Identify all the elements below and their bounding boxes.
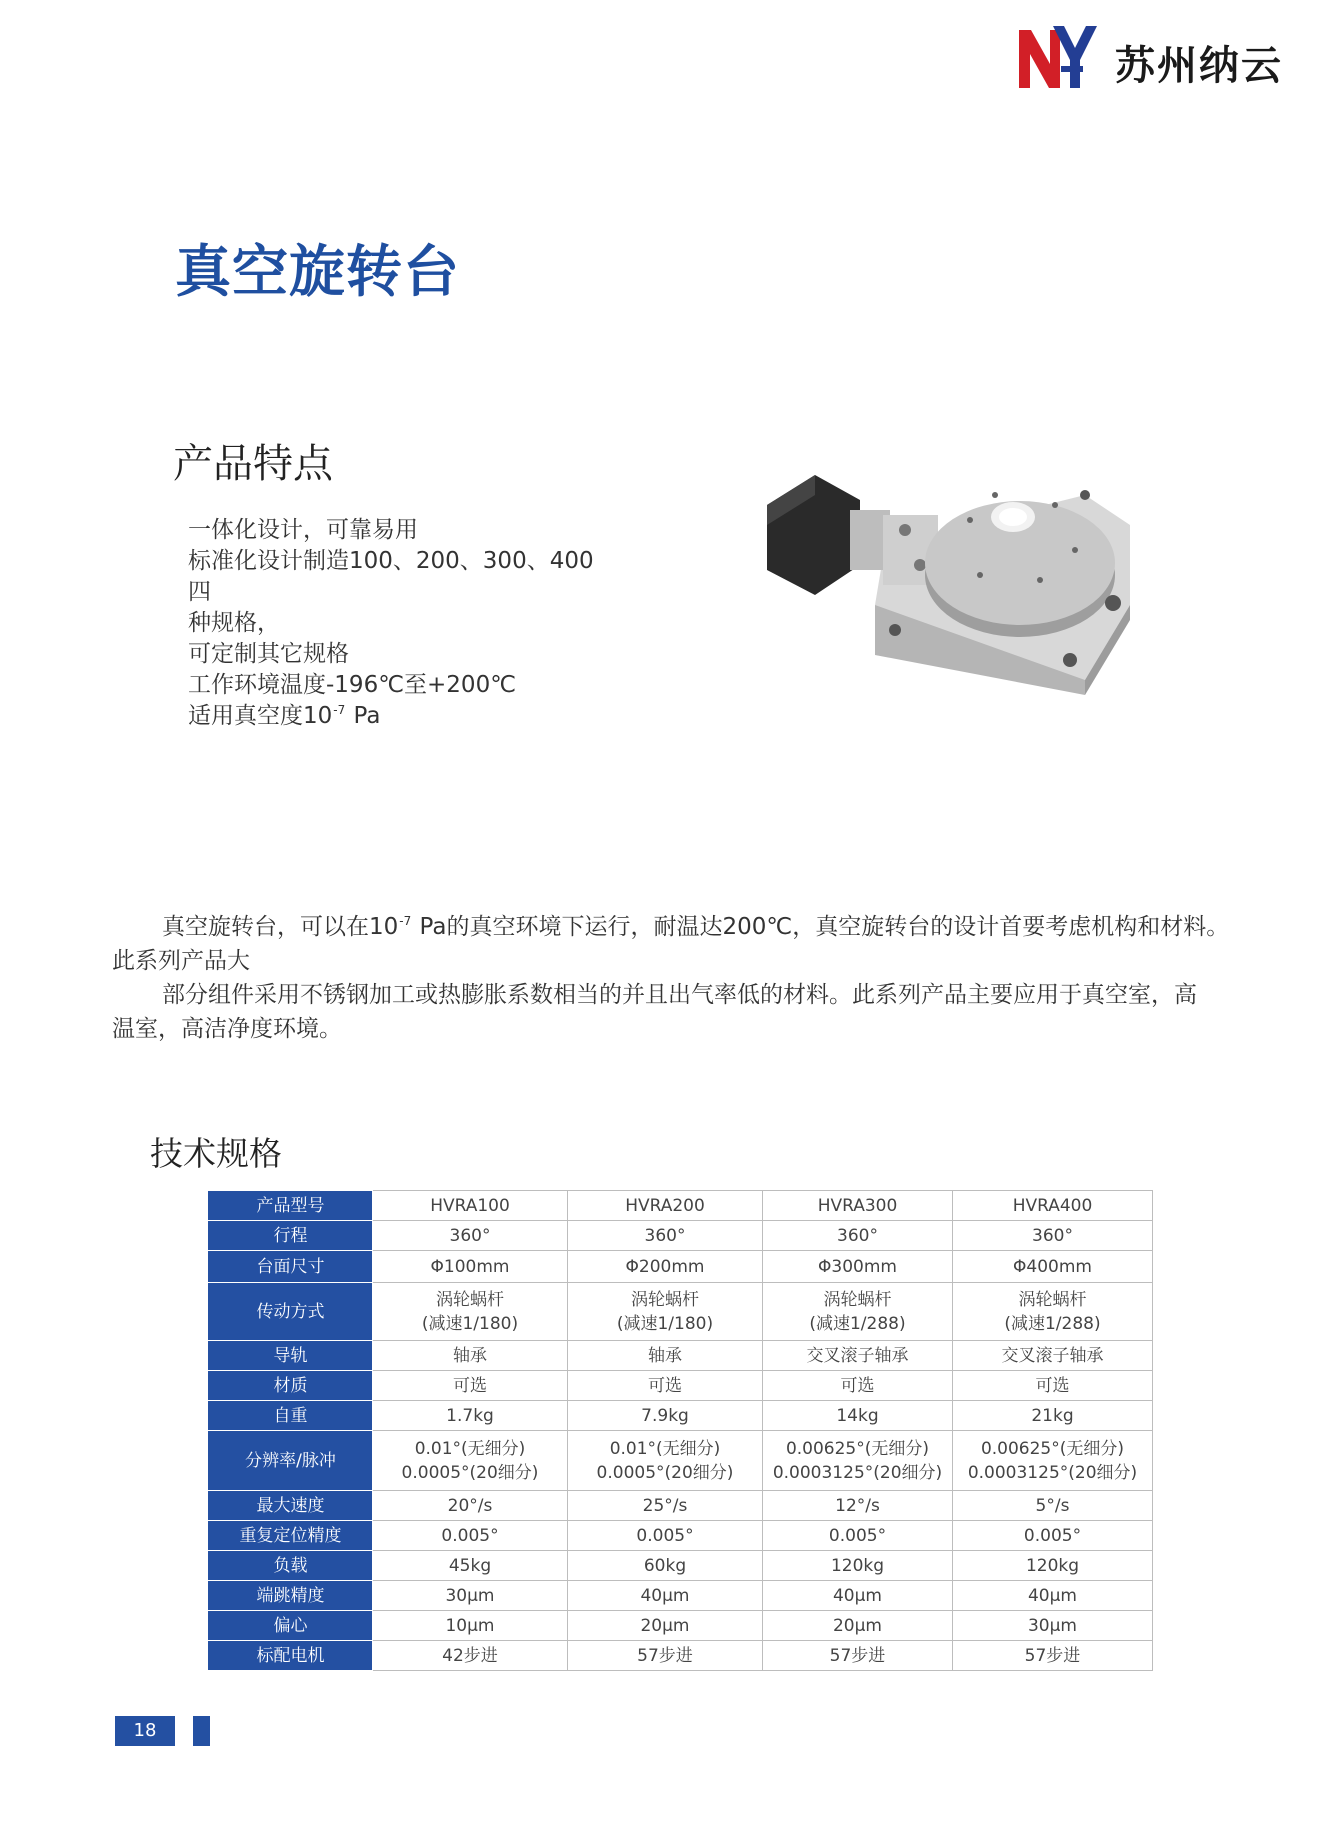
spec-cell: 40μm [953, 1581, 1153, 1611]
spec-row-label: 标配电机 [209, 1641, 373, 1671]
features-list [188, 515, 608, 732]
spec-cell: 42步进 [373, 1641, 568, 1671]
spec-cell: 涡轮蜗杆 (减速1/180) [373, 1283, 568, 1341]
spec-cell: 360° [373, 1221, 568, 1251]
spec-cell: 可选 [763, 1371, 953, 1401]
feature-item: 种规格， [188, 610, 280, 636]
spec-row [209, 1341, 1153, 1371]
spec-row [209, 1611, 1153, 1641]
feature-item: 适用真空度$10^{-7}$ Pa [188, 703, 381, 729]
feature-item: 可定制其它规格 [188, 641, 349, 667]
spec-cell: 360° [568, 1221, 763, 1251]
spec-row-label: 导轨 [209, 1341, 373, 1371]
spec-row [209, 1521, 1153, 1551]
spec-cell: Φ200mm [568, 1251, 763, 1283]
spec-cell: HVRA200 [568, 1191, 763, 1221]
spec-cell: HVRA100 [373, 1191, 568, 1221]
spec-cell: 涡轮蜗杆 (减速1/180) [568, 1283, 763, 1341]
ny-logo-icon [1017, 22, 1097, 92]
spec-cell: Φ100mm [373, 1251, 568, 1283]
feature-item: 一体化设计，可靠易用 [188, 517, 418, 543]
description-line: 真空旋转台，可以在$10^{-7}$ Pa的真空环境下运行，耐温达200℃，真空旋转台的设计首要考虑机构和材料。 [162, 914, 1230, 940]
page-number: 18 [115, 1716, 175, 1746]
page-title: 真空旋转台 [175, 240, 460, 305]
spec-cell: 45kg [373, 1551, 568, 1581]
spec-row-label: 传动方式 [209, 1283, 373, 1341]
spec-cell: 360° [953, 1221, 1153, 1251]
spec-cell: 25°/s [568, 1491, 763, 1521]
spec-cell: 涡轮蜗杆 (减速1/288) [763, 1283, 953, 1341]
spec-cell: 0.01°(无细分) 0.0005°(20细分) [373, 1431, 568, 1491]
description-line: 温室，高洁净度环境。 [112, 1016, 342, 1042]
spec-cell: 21kg [953, 1401, 1153, 1431]
spec-cell: 14kg [763, 1401, 953, 1431]
features-heading: 产品特点 [173, 441, 333, 487]
spec-cell: 1.7kg [373, 1401, 568, 1431]
spec-cell: 5°/s [953, 1491, 1153, 1521]
spec-cell: 20°/s [373, 1491, 568, 1521]
spec-cell: 轴承 [568, 1341, 763, 1371]
spec-cell: 60kg [568, 1551, 763, 1581]
spec-heading: 技术规格 [150, 1134, 282, 1173]
description-line: 此系列产品大 [112, 948, 250, 974]
spec-cell: 0.005° [373, 1521, 568, 1551]
feature-item: 工作环境温度-196℃至+200℃ [188, 672, 517, 698]
spec-row [209, 1251, 1153, 1283]
spec-cell: 交叉滚子轴承 [763, 1341, 953, 1371]
spec-cell: 57步进 [568, 1641, 763, 1671]
spec-cell: 交叉滚子轴承 [953, 1341, 1153, 1371]
spec-row [209, 1191, 1153, 1221]
spec-cell: 57步进 [763, 1641, 953, 1671]
spec-cell: 20μm [568, 1611, 763, 1641]
vacuum-rotary-stage-image [755, 455, 1140, 695]
spec-row [209, 1431, 1153, 1491]
spec-row-label: 负载 [209, 1551, 373, 1581]
spec-row-label: 材质 [209, 1371, 373, 1401]
spec-cell: 40μm [763, 1581, 953, 1611]
spec-row-label: 台面尺寸 [209, 1251, 373, 1283]
spec-cell: 0.005° [953, 1521, 1153, 1551]
feature-item: 标准化设计制造100、200、300、400四 [188, 548, 594, 605]
spec-cell: Φ300mm [763, 1251, 953, 1283]
spec-cell: 0.005° [568, 1521, 763, 1551]
spec-row-label: 最大速度 [209, 1491, 373, 1521]
spec-cell: 40μm [568, 1581, 763, 1611]
spec-row [209, 1581, 1153, 1611]
spec-row [209, 1283, 1153, 1341]
spec-table [208, 1190, 1153, 1671]
spec-cell: 120kg [763, 1551, 953, 1581]
description-line: 部分组件采用不锈钢加工或热膨胀系数相当的并且出气率低的材料。此系列产品主要应用于真空室，高 [162, 982, 1197, 1008]
spec-row-label: 自重 [209, 1401, 373, 1431]
spec-cell: 57步进 [953, 1641, 1153, 1671]
spec-row-label: 产品型号 [209, 1191, 373, 1221]
spec-cell: 轴承 [373, 1341, 568, 1371]
spec-cell: HVRA400 [953, 1191, 1153, 1221]
spec-cell: 360° [763, 1221, 953, 1251]
spec-cell: 涡轮蜗杆 (减速1/288) [953, 1283, 1153, 1341]
spec-row-label: 行程 [209, 1221, 373, 1251]
spec-row-label: 偏心 [209, 1611, 373, 1641]
spec-row [209, 1491, 1153, 1521]
spec-cell: Φ400mm [953, 1251, 1153, 1283]
spec-row-label: 端跳精度 [209, 1581, 373, 1611]
spec-cell: 12°/s [763, 1491, 953, 1521]
spec-cell: 可选 [373, 1371, 568, 1401]
spec-row [209, 1551, 1153, 1581]
spec-cell: 10μm [373, 1611, 568, 1641]
spec-cell: 0.01°(无细分) 0.0005°(20细分) [568, 1431, 763, 1491]
spec-cell: 7.9kg [568, 1401, 763, 1431]
spec-cell: 30μm [373, 1581, 568, 1611]
spec-cell: 0.005° [763, 1521, 953, 1551]
spec-cell: 0.00625°(无细分) 0.0003125°(20细分) [763, 1431, 953, 1491]
spec-cell: 可选 [953, 1371, 1153, 1401]
spec-cell: 20μm [763, 1611, 953, 1641]
spec-row [209, 1401, 1153, 1431]
spec-cell: 可选 [568, 1371, 763, 1401]
spec-row-label: 重复定位精度 [209, 1521, 373, 1551]
footer-accent-bar [193, 1716, 210, 1746]
spec-row [209, 1371, 1153, 1401]
spec-cell: HVRA300 [763, 1191, 953, 1221]
product-description [112, 910, 1242, 1046]
spec-cell: 120kg [953, 1551, 1153, 1581]
spec-row-label: 分辨率/脉冲 [209, 1431, 373, 1491]
brand-name: 苏州纳云 [1115, 42, 1283, 89]
spec-row [209, 1221, 1153, 1251]
spec-row [209, 1641, 1153, 1671]
spec-cell: 30μm [953, 1611, 1153, 1641]
spec-cell: 0.00625°(无细分) 0.0003125°(20细分) [953, 1431, 1153, 1491]
